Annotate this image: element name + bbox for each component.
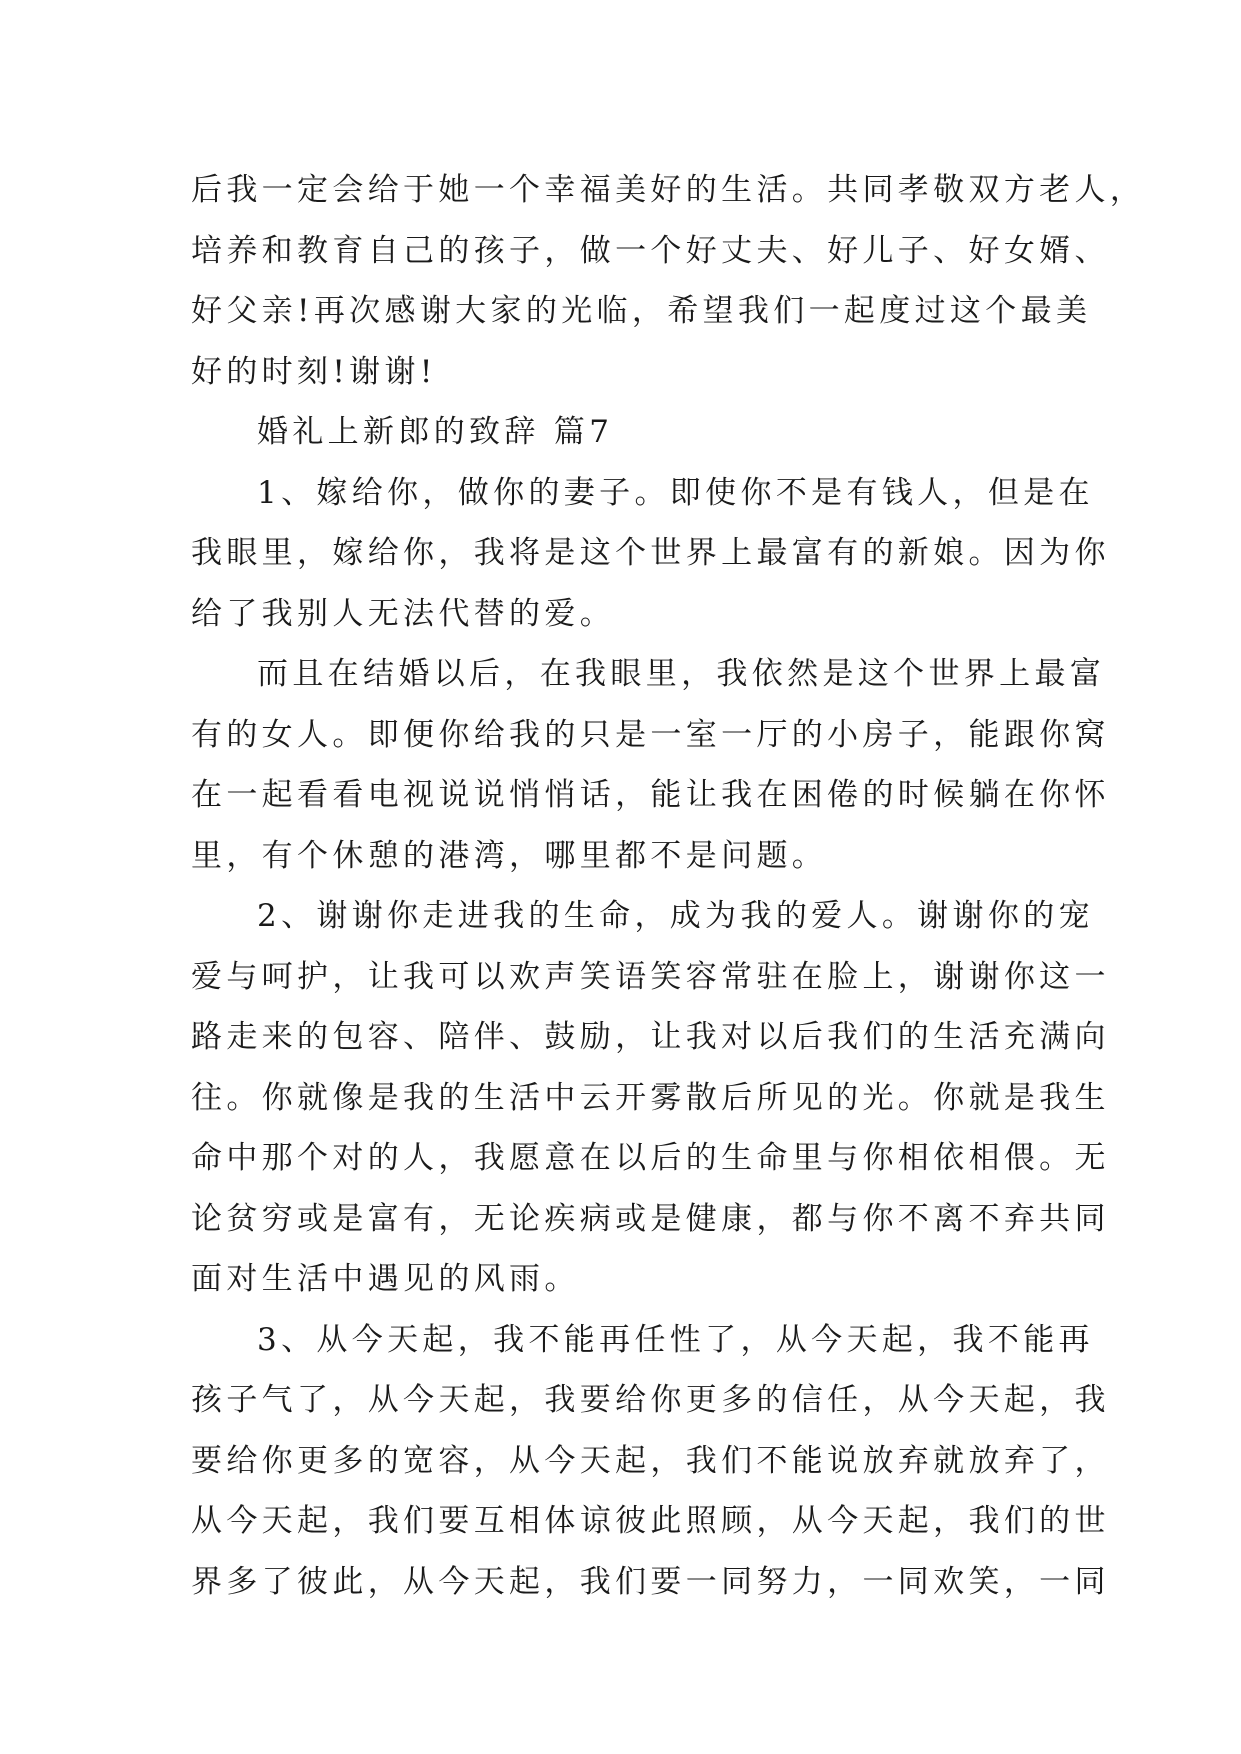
text-line: 论贫穷或是富有，无论疾病或是健康，都与你不离不弃共同 xyxy=(191,1200,1110,1237)
text-line: 培养和教育自己的孩子，做一个好丈夫、好儿子、好女婿、 xyxy=(191,232,1110,269)
text-line: 1、嫁给你，做你的妻子。即使你不是有钱人，但是在 xyxy=(257,474,1094,511)
text-line: 从今天起，我们要互相体谅彼此照顾，从今天起，我们的世 xyxy=(191,1503,1110,1539)
text-line: 命中那个对的人，我愿意在以后的生命里与你相依相偎。无 xyxy=(191,1140,1110,1176)
text-line: 3、从今天起，我不能再任性了，从今天起，我不能再 xyxy=(257,1321,1094,1358)
text-line: 好父亲!再次感谢大家的光临，希望我们一起度过这个最美 xyxy=(191,293,1092,329)
text-line: 后我一定会给于她一个幸福美好的生活。共同孝敬双方老人， xyxy=(191,172,1146,208)
document-body xyxy=(191,160,1146,1612)
text-line: 要给你更多的宽容，从今天起，我们不能说放弃就放弃了， xyxy=(191,1442,1110,1479)
text-line: 往。你就像是我的生活中云开雾散后所见的光。你就是我生 xyxy=(191,1079,1110,1116)
text-line: 给了我别人无法代替的爱。 xyxy=(191,595,616,632)
text-line: 好的时刻!谢谢! xyxy=(191,353,437,390)
text-line: 界多了彼此，从今天起，我们要一同努力，一同欢笑，一同 xyxy=(191,1563,1110,1600)
text-line: 而且在结婚以后，在我眼里，我依然是这个世界上最富 xyxy=(257,656,1106,692)
text-line: 在一起看看电视说说悄悄话，能让我在困倦的时候躺在你怀 xyxy=(191,777,1110,813)
text-line: 孩子气了，从今天起，我要给你更多的信任，从今天起，我 xyxy=(191,1382,1110,1418)
section-heading: 婚礼上新郎的致辞 篇7 xyxy=(257,414,614,450)
text-line: 我眼里，嫁给你，我将是这个世界上最富有的新娘。因为你 xyxy=(191,535,1110,571)
text-line: 路走来的包容、陪伴、鼓励，让我对以后我们的生活充满向 xyxy=(191,1019,1110,1055)
text-line: 里，有个休憩的港湾，哪里都不是问题。 xyxy=(191,837,828,874)
text-line: 面对生活中遇见的风雨。 xyxy=(191,1261,580,1297)
text-line: 2、谢谢你走进我的生命，成为我的爱人。谢谢你的宠 xyxy=(257,898,1094,934)
text-line: 爱与呵护，让我可以欢声笑语笑容常驻在脸上，谢谢你这一 xyxy=(191,958,1110,995)
text-line: 有的女人。即便你给我的只是一室一厅的小房子，能跟你窝 xyxy=(191,716,1110,753)
